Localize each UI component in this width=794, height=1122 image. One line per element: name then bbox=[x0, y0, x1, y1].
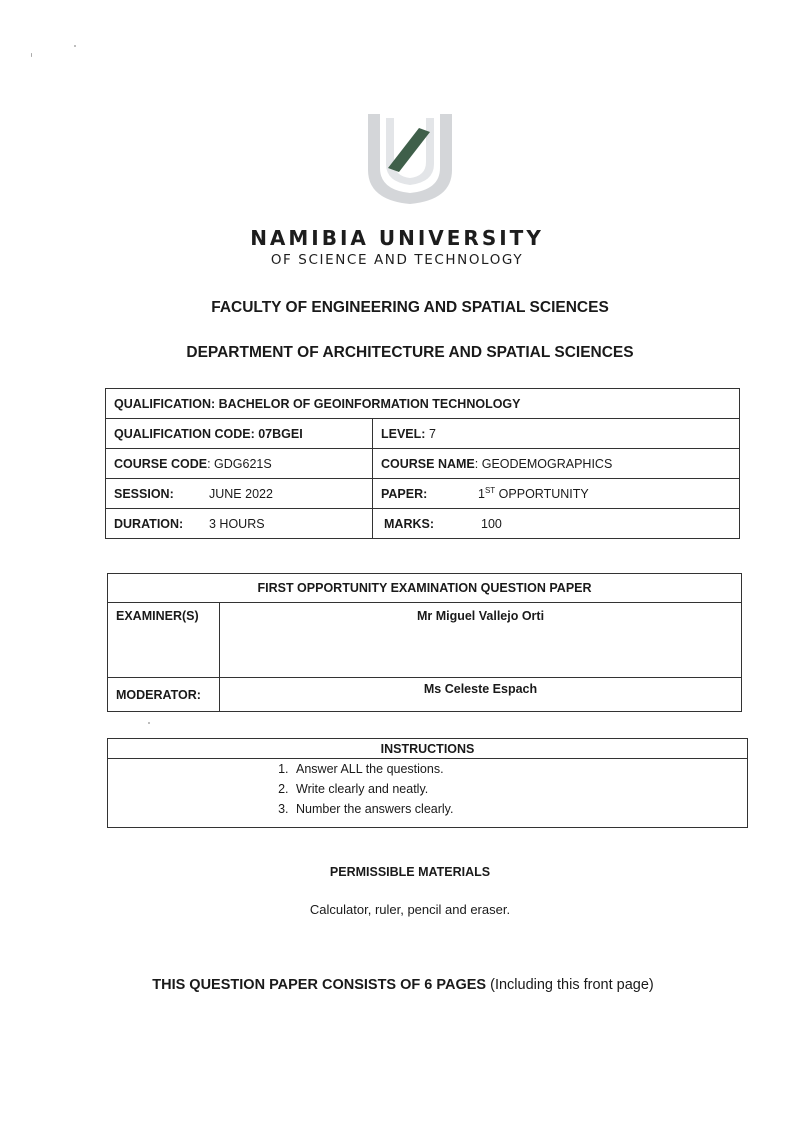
permissible-title: PERMISSIBLE MATERIALS bbox=[329, 865, 491, 879]
paper-label: PAPER: bbox=[381, 487, 428, 502]
session-label: SESSION: bbox=[114, 486, 174, 501]
table-row bbox=[108, 759, 748, 828]
duration-label: DURATION: bbox=[114, 516, 184, 531]
table-row bbox=[108, 603, 742, 678]
university-subtitle: OF SCIENCE AND TECHNOLOGY bbox=[270, 252, 524, 268]
university-name: NAMIBIA UNIVERSITY bbox=[250, 226, 544, 250]
qualification-value: BACHELOR OF GEOINFORMATION TECHNOLOGY bbox=[218, 396, 521, 411]
course-name-value: GEODEMOGRAPHICS bbox=[481, 456, 613, 471]
paper-value-text: OPPORTUNITY bbox=[498, 487, 589, 502]
permissible-text: Calculator, ruler, pencil and eraser. bbox=[309, 902, 511, 917]
course-code-cell: COURSE CODE: GDG621S bbox=[106, 449, 373, 479]
level-label: LEVEL: bbox=[381, 426, 426, 441]
qualification-table bbox=[105, 388, 740, 539]
paper-value-sup: ST bbox=[484, 485, 496, 495]
qual-code-value: 07BGEI bbox=[258, 426, 303, 441]
paper-cell bbox=[373, 479, 740, 509]
table-row bbox=[108, 739, 748, 759]
table-row bbox=[108, 678, 742, 712]
course-code-value: GDG621S bbox=[214, 456, 272, 471]
examiner-value: Mr Miguel Vallejo Orti bbox=[220, 603, 742, 678]
examination-table bbox=[107, 573, 742, 712]
paper-value-num: 1 bbox=[478, 487, 485, 502]
level-value: 7 bbox=[428, 426, 436, 441]
scan-speck bbox=[148, 722, 150, 724]
qual-code-cell bbox=[106, 419, 373, 449]
duration-value: 3 HOURS bbox=[209, 516, 265, 531]
scan-speck bbox=[74, 45, 76, 47]
scan-speck bbox=[31, 53, 32, 57]
marks-cell bbox=[373, 509, 740, 539]
list-item: 1. Answer ALL the questions. bbox=[292, 761, 739, 778]
page-count-footer bbox=[0, 977, 794, 993]
table-row bbox=[106, 419, 740, 449]
university-logo bbox=[364, 108, 456, 206]
course-name-cell: COURSE NAME: GEODEMOGRAPHICS bbox=[373, 449, 740, 479]
course-code-label: COURSE CODE bbox=[114, 456, 208, 471]
exam-header: FIRST OPPORTUNITY EXAMINATION QUESTION PAPER bbox=[108, 574, 742, 603]
qual-code-label: QUALIFICATION CODE: bbox=[114, 426, 255, 441]
logo-shield-shape bbox=[368, 114, 452, 204]
level-cell bbox=[373, 419, 740, 449]
list-item: 2. Write clearly and neatly. bbox=[292, 781, 739, 798]
instructions-list bbox=[116, 761, 739, 818]
instructions-table bbox=[107, 738, 748, 828]
session-cell bbox=[106, 479, 373, 509]
marks-label: MARKS: bbox=[384, 516, 434, 531]
table-row bbox=[106, 479, 740, 509]
table-row bbox=[106, 509, 740, 539]
list-item: 3. Number the answers clearly. bbox=[292, 801, 739, 818]
duration-cell bbox=[106, 509, 373, 539]
examiner-label: EXAMINER(S) bbox=[108, 603, 220, 678]
instructions-title: INSTRUCTIONS bbox=[108, 739, 748, 759]
page-count-bold: THIS QUESTION PAPER CONSISTS OF 6 PAGES bbox=[152, 977, 487, 993]
faculty-title: FACULTY OF ENGINEERING AND SPATIAL SCIENCES bbox=[211, 299, 609, 316]
course-name-label: COURSE NAME bbox=[381, 456, 475, 471]
table-row bbox=[106, 389, 740, 419]
table-row bbox=[106, 449, 740, 479]
page-count-note: (Including this front page) bbox=[490, 977, 654, 993]
qualification-cell bbox=[106, 389, 740, 419]
table-row bbox=[108, 574, 742, 603]
moderator-label: MODERATOR: bbox=[108, 678, 220, 712]
moderator-value: Ms Celeste Espach bbox=[220, 678, 742, 712]
session-value: JUNE 2022 bbox=[209, 486, 273, 501]
department-title: DEPARTMENT OF ARCHITECTURE AND SPATIAL SCIENCES bbox=[186, 344, 634, 361]
logo-bar-shape bbox=[388, 128, 430, 172]
instructions-body bbox=[108, 759, 748, 828]
qualification-label: QUALIFICATION: bbox=[114, 396, 216, 411]
marks-value: 100 bbox=[481, 516, 502, 531]
